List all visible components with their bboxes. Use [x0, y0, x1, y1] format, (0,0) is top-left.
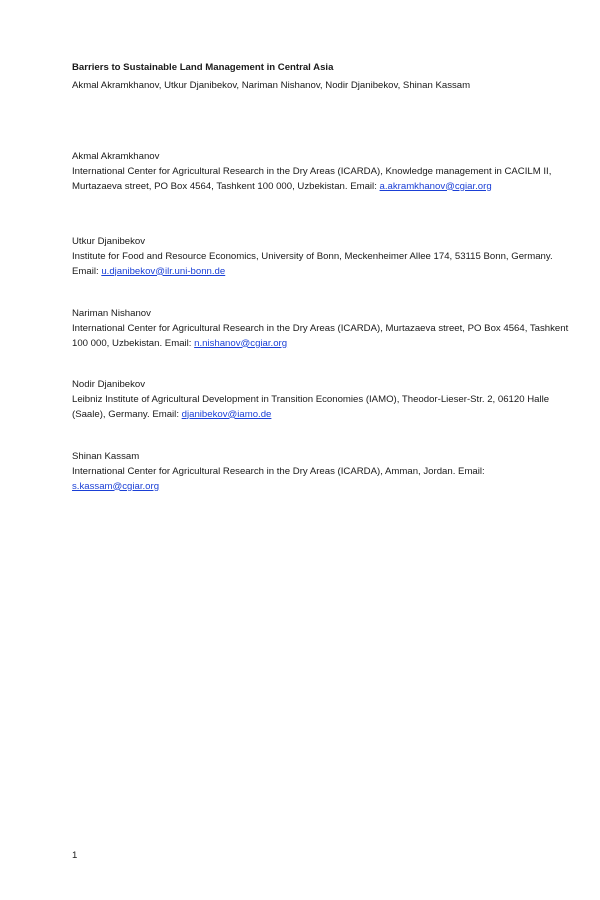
affiliation-text: International Center for Agricultural Research in the Dry Areas (ICARDA), Amman, Jordan. Email: [72, 465, 485, 477]
affiliation-text: International Center for Agricultural Research in the Dry Areas (ICARDA), Murtazaeva street, PO Box 4564, Tashkent 100 000, Uzbekistan. Email: [72, 322, 569, 349]
affiliation-block [72, 307, 572, 351]
affiliation-block [72, 450, 572, 494]
email-link[interactable]: u.djanibekov@ilr.uni-bonn.de [101, 265, 226, 277]
email-link[interactable]: a.akramkhanov@cgiar.org [379, 180, 492, 192]
email-link[interactable]: n.nishanov@cgiar.org [194, 337, 288, 349]
affiliation-text: Institute for Food and Resource Economics, University of Bonn, Meckenheimer Allee 174, 53115 Bonn, Germany. Email: [72, 250, 553, 277]
affiliation-author-name: Utkur Djanibekov [72, 236, 146, 247]
affiliation-block [72, 235, 572, 279]
paper-title: Barriers to Sustainable Land Management in Central Asia [72, 62, 334, 73]
email-link[interactable]: djanibekov@iamo.de [181, 408, 272, 420]
affiliation-author-name: Nariman Nishanov [72, 308, 151, 319]
affiliation-author-name: Akmal Akramkhanov [72, 151, 160, 162]
affiliation-text: International Center for Agricultural Research in the Dry Areas (ICARDA), Knowledge management in CACILM II, Murtazaeva street, PO Box 4564, Tashkent 100 000, Uzbekistan. Email: [72, 165, 552, 192]
affiliation-author-name: Shinan Kassam [72, 451, 140, 462]
page-number: 1 [72, 850, 78, 861]
affiliation-block [72, 150, 572, 194]
email-link[interactable]: s.kassam@cgiar.org [72, 480, 160, 492]
affiliation-author-name: Nodir Djanibekov [72, 379, 146, 390]
affiliation-text: Leibniz Institute of Agricultural Development in Transition Economies (IAMO), Theodor-Lieser-Str. 2, 06120 Halle (Saale), Germany. Email: [72, 393, 550, 420]
author-list: Akmal Akramkhanov, Utkur Djanibekov, Nariman Nishanov, Nodir Djanibekov, Shinan Kassam [72, 80, 471, 91]
affiliation-block [72, 378, 572, 422]
